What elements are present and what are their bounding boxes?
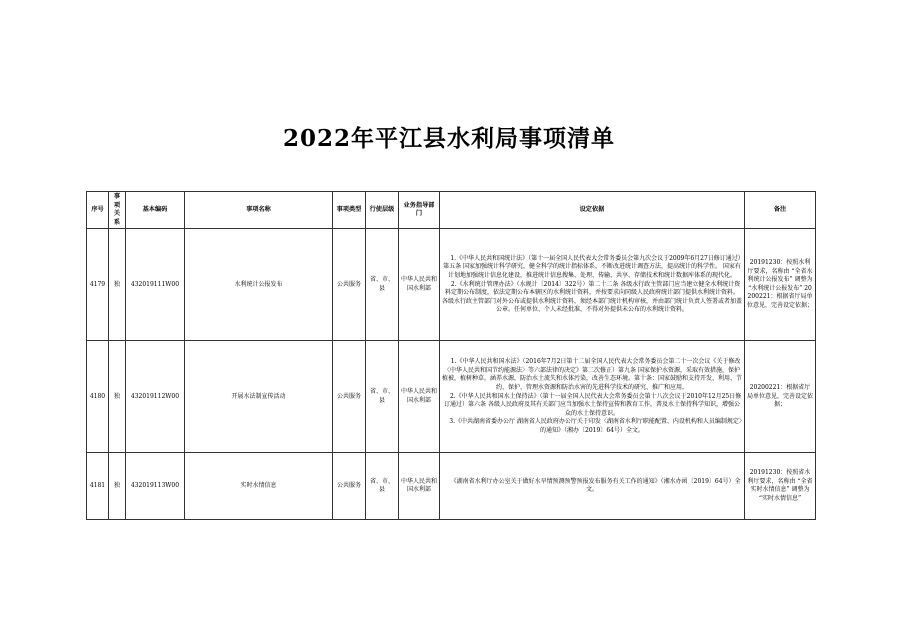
table-row: [87, 341, 816, 453]
row-no: 4180: [87, 341, 109, 453]
row-level: 省、市、县: [366, 453, 399, 520]
col-header-name: 事项名称: [185, 192, 333, 229]
row-code: 432019112W00: [126, 341, 185, 453]
row-basis: [440, 341, 745, 453]
row-note: 20191230：按照水利厅要求，名称由 “全省水利统计公报发布” 调整为 “水利统计公报发布” 20200221：根据省厅局单位意见，完善设定依据；: [745, 229, 816, 341]
row-code: 432019113W00: [126, 453, 185, 520]
row-type: 公共服务: [333, 453, 366, 520]
row-no: 4179: [87, 229, 109, 341]
row-dept: 中华人民共和国水利部: [399, 229, 440, 341]
col-header-dept: 业务指导部门: [399, 192, 440, 229]
row-level: 省、市、县: [366, 229, 399, 341]
row-relation: 独: [109, 453, 126, 520]
basis-paragraph: 2.《水利统计管理办法》（水规计〔2014〕322号）第二十二条 各级水行政主管部门应当建立健全水利统计资料定期公布制度，依法定期公布本辖区的水利统计资料，并按要求向同级人民政府统计部门提供水利统计资料。 各级水行政主管部门对外公布或提供水利统计资料，须经本部门统计机构审核，并由部门统计负责人签署或者加盖公章。任何单位、个人未经批准，不得对外提供未公布的水利统计资料。: [442, 280, 743, 314]
row-name: 实时水情信息: [185, 453, 333, 520]
table-row: [87, 453, 816, 520]
col-header-basis: 设定依据: [440, 192, 745, 229]
table-row: [87, 229, 816, 341]
row-type: 公共服务: [333, 229, 366, 341]
col-header-level: 行使层级: [366, 192, 399, 229]
basis-paragraph: 1.《中华人民共和国统计法》（第十一届全国人民代表大会常务委员会第九次会议于2009年6月27日修订通过）第五条 国家加强统计科学研究，健全科学的统计指标体系，不断改进统计调查方法，提高统计的科学性。 国家有计划地加强统计信息化建设，推进统计信息搜集、处理、传输、共享、存储技术和统计数据库体系的现代化。: [443, 254, 741, 279]
col-header-relation: 事项关系: [109, 192, 126, 229]
row-basis: [440, 453, 745, 520]
item-list-table: [86, 191, 816, 520]
basis-paragraph: 《湖南省水利厅办公室关于做好水旱情预测预警预报发布服务有关工作的通知》（湘水办函〔2019〕64号）全文。: [450, 477, 741, 494]
page-title: 2022年平江县水利局事项清单: [282, 125, 615, 152]
col-header-type: 事项类型: [333, 192, 366, 229]
row-note: 20200221：根据省厅局单位意见，完善设定依据；: [745, 341, 816, 453]
row-relation: 独: [109, 229, 126, 341]
basis-paragraph: 3.《中共湖南省委办公厅 湖南省人民政府办公厅关于印发〈湖南省水利厅职能配置、内设机构和人员编制规定〉的通知》（湘办〔2019〕64号）全文。: [449, 418, 742, 434]
col-header-code: 基本编码: [126, 192, 185, 229]
col-header-no: 序号: [87, 192, 109, 229]
row-name: 开展水法制宣传活动: [185, 341, 333, 453]
basis-paragraph: 2.《中华人民共和国水土保持法》（第十一届全国人民代表大会常务委员会第十八次会议于2010年12月25日修订通过）第六条 各级人民政府及其有关部门应当加强水土保持宣传和教育工作，普及水土保持科学知识，增强公众的水土保持意识。: [444, 392, 742, 417]
row-type: 公共服务: [333, 341, 366, 453]
basis-paragraph: 1.《中华人民共和国水法》（2016年7月2日第十二届全国人民代表大会常务委员会第二十一次会议《关于修改〈中华人民共和国节约能源法〉等六部法律的决定》第二次修正）第九条 国家保护水资源，采取有效措施，保护植被，植树种草，涵养水源，防治水土流失和水体污染，改善生态环境。第十条：国家鼓励和支持开发、利用、节约、保护、管理水资源和防治水害的先进科学技术的研究、推广和应用。: [442, 358, 743, 391]
table-header-row: [87, 192, 816, 229]
row-relation: 独: [109, 341, 126, 453]
row-basis: [440, 229, 745, 341]
col-header-note: 备注: [745, 192, 816, 229]
row-dept: 中华人民共和国水利部: [399, 453, 440, 520]
row-note: 20191230：按照省水利厅要求，名称由 “全省实时水情信息” 调整为 “实时水情信息”: [745, 453, 816, 520]
row-name: 水利统计公报发布: [185, 229, 333, 341]
row-level: 省、市、县: [366, 341, 399, 453]
row-no: 4181: [87, 453, 109, 520]
row-code: 432019111W00: [126, 229, 185, 341]
row-dept: 中华人民共和国水利部: [399, 341, 440, 453]
